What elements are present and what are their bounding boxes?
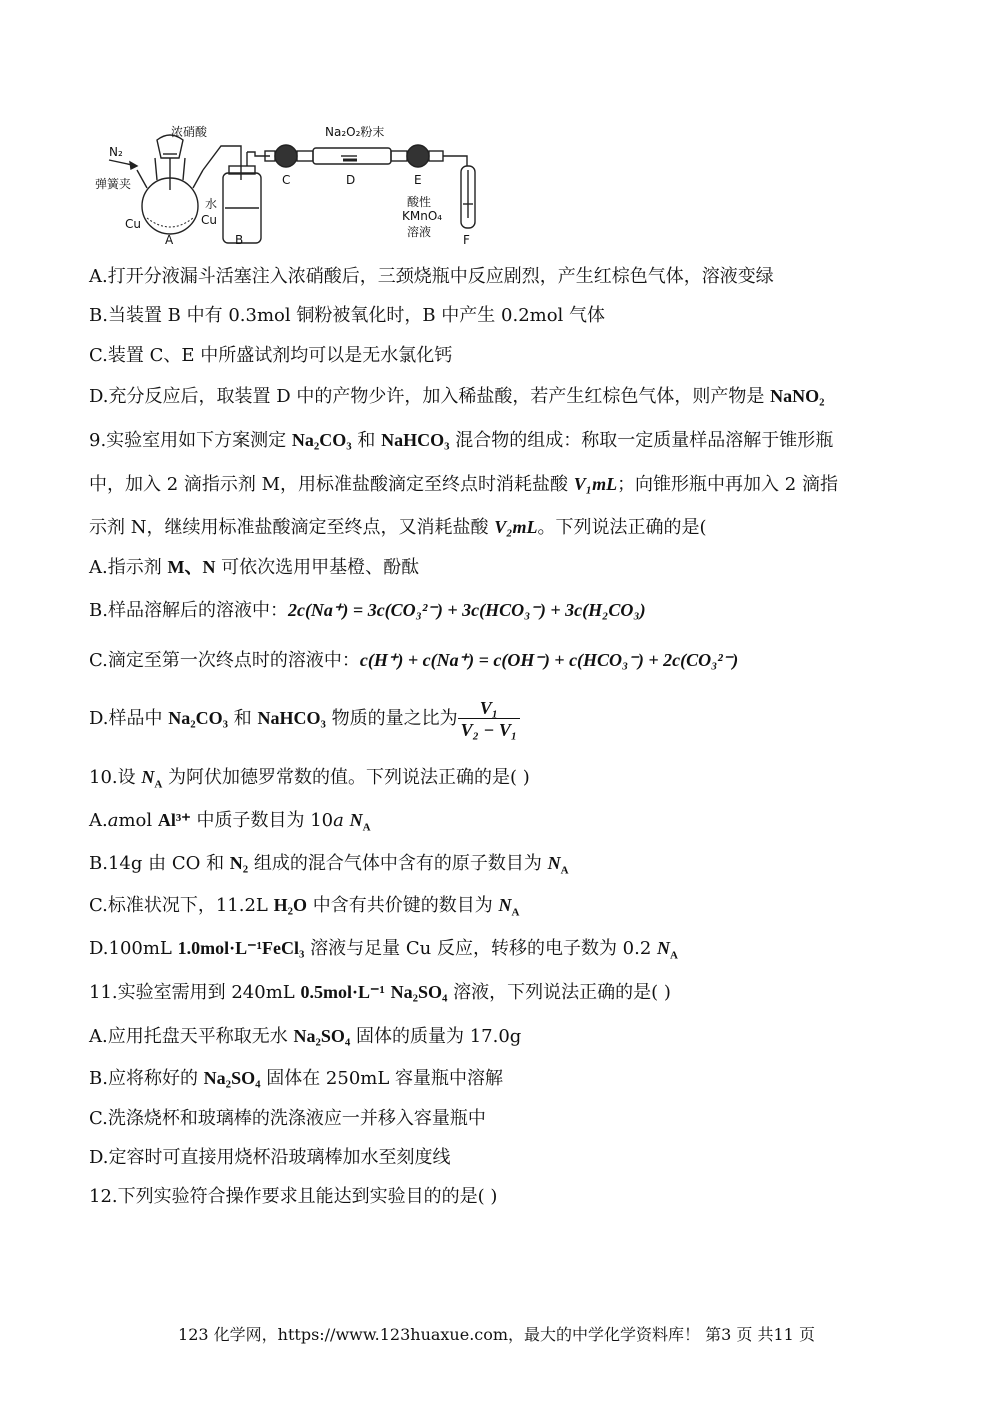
formula-na2so4: Na₂SO₄ [203,1068,261,1088]
q11-text: 固体的质量为 17.0g [350,1026,522,1047]
q9-text: 物质的量之比为 [325,708,458,729]
q11-option-a [89,1024,521,1049]
volume-v1: V₁mL [573,474,618,494]
equation-c: c(H⁺) + c(Na⁺) = c(OH⁻) + c(HCO₃⁻) + 2c(CO₃²⁻) [359,650,739,670]
page-footer: 123 化学网，https://www.123huaxue.com，最大的中学化学资料库！ 第3 页 共11 页 [178,1325,815,1344]
formula-h2o: H₂O [273,895,308,915]
q9-text: ；向锥形瓶中再加入 2 滴指 [617,474,838,495]
avogadro-symbol: N [141,767,155,787]
label-cu-a: Cu [125,217,141,231]
q9-text: 和 [228,708,258,729]
q9-option-b [89,598,646,623]
q8-option-a: A.打开分液漏斗活塞注入浓硝酸后，三颈烧瓶中反应剧烈，产生红棕色气体，溶液变绿 [89,266,774,287]
avogadro-subscript: A [362,821,371,834]
q11-option-b [89,1066,503,1091]
q10-text: mol [118,810,158,831]
label-na2o2: Na₂O₂粉末 [325,125,385,139]
q12-stem: 12.下列实验符合操作要求且能达到实验目的的是( ) [89,1186,498,1207]
avogadro-subscript: A [511,906,520,919]
q9-text: D.样品中 [89,708,169,729]
variable-a: a [107,810,119,831]
label-solution: 溶液 [407,225,432,239]
indicators-mn: M、N [167,557,216,577]
q9-text: B.样品溶解后的溶液中： [89,600,288,621]
avogadro-symbol: N [498,895,512,915]
q9-text: 可依次选用甲基橙、酚酞 [215,557,420,578]
q11-option-d: D.定容时可直接用烧杯沿玻璃棒加水至刻度线 [89,1147,451,1168]
q10-text: B.14g 由 CO 和 [89,853,230,874]
avogadro-subscript: A [560,864,569,877]
q9-option-c [89,648,738,673]
q8-option-d [89,384,825,409]
label-c: C [282,173,291,187]
concentration: 0.5mol·L⁻¹ [300,982,385,1002]
avogadro-subscript: A [670,949,678,962]
q10-option-b [89,851,569,883]
label-water: 水 [205,197,218,211]
q11-stem [89,980,671,1005]
q10-text: A. [89,810,108,831]
formula-na2so4: Na₂SO₄ [390,982,448,1002]
q9-text: 示剂 N，继续用标准盐酸滴定至终点，又消耗盐酸 [89,517,495,538]
q10-option-c [89,893,519,925]
formula-na2co3: Na₂CO₃ [291,430,352,450]
formula-nahco3: NaHCO₃ [381,430,450,450]
q9-text: 混合物的组成：称取一定质量样品溶解于锥形瓶 [449,430,834,451]
avogadro-subscript: A [154,778,163,791]
q9-option-d [89,696,520,741]
apparatus-diagram [95,118,495,253]
formula-al3: Al³⁺ [157,810,191,830]
label-kmno4: KMnO₄ [402,209,443,223]
formula-nahco3: NaHCO₃ [257,708,326,728]
q9-text: 和 [351,430,382,451]
q10-text: 溶液与足量 Cu 反应，转移的电子数为 0.2 [304,938,658,959]
q11-text: B.应将称好的 [89,1068,204,1089]
q10-text: 中含有共价键的数目为 [307,895,499,916]
avogadro-symbol: N [547,853,561,873]
formula-n2: N₂ [229,853,249,873]
label-e: E [414,173,422,187]
q10-text: D.100mL [89,938,178,959]
fraction-denominator: V₂ − V₁ [460,719,518,740]
avogadro-symbol: N [657,938,671,958]
q9-text: 中，加入 2 滴指示剂 M，用标准盐酸滴定至终点时消耗盐酸 [89,474,574,495]
q10-text: 为阿伏加德罗常数的值。下列说法正确的是( ) [162,767,530,788]
equation-b: 2c(Na⁺) = 3c(CO₃²⁻) + 3c(HCO₃⁻) + 3c(H₂CO₃) [287,600,646,620]
variable-a: a [333,810,344,831]
q9-stem-line2 [89,472,838,497]
q9-stem-line1 [89,428,833,453]
formula-na2co3: Na₂CO₃ [168,708,229,728]
q11-text: 固体在 250mL 容量瓶中溶解 [260,1068,504,1089]
avogadro-symbol: N [349,810,363,830]
q11-option-c: C.洗涤烧杯和玻璃棒的洗涤液应一并移入容量瓶中 [89,1108,486,1129]
q10-text: 组成的混合气体中含有的原子数目为 [248,853,548,874]
q10-text: C.标准状况下，11.2L [89,895,274,916]
formula-fecl3: 1.0mol·L⁻¹FeCl₃ [177,938,305,958]
label-a: A [165,233,174,247]
q9-text: C.滴定至第一次终点时的溶液中： [89,650,360,671]
q9-text: A.指示剂 [89,557,168,578]
q10-text: 中质子数目为 10 [190,810,334,831]
q11-text: 溶液，下列说法正确的是( ) [447,982,671,1003]
q9-stem-line3 [89,515,707,540]
label-d: D [346,173,356,187]
q9-option-a [89,555,419,580]
label-f: F [463,233,470,247]
q10-option-d [89,936,678,968]
formula-na2so4: Na₂SO₄ [293,1026,351,1046]
label-b: B [235,233,244,247]
q8-option-b: B.当装置 B 中有 0.3mol 铜粉被氧化时，B 中产生 0.2mol 气体 [89,305,606,326]
q9-text: 。下列说法正确的是( [537,517,707,538]
volume-v2: V₂mL [494,517,538,537]
fraction-numerator: V₁ [458,698,520,719]
label-cu-b: Cu [201,213,217,227]
fraction [458,698,520,741]
q11-text: 11.实验室需用到 240mL [89,982,301,1003]
q10-option-a [89,808,371,840]
q11-text: A.应用托盘天平称取无水 [89,1026,294,1047]
label-acidic: 酸性 [407,195,432,209]
q8-option-c: C.装置 C、E 中所盛试剂均可以是无水氯化钙 [89,345,453,366]
label-conc-nitric-acid: 浓硝酸 [171,125,208,139]
q10-text: 10.设 [89,767,142,788]
label-spring-clip: 弹簧夹 [95,177,132,191]
label-n2: N₂ [109,145,123,159]
q10-stem [89,765,530,797]
q9-text: 9.实验室用如下方案测定 [89,430,292,451]
q8-option-d-text: D.充分反应后，取装置 D 中的产物少许，加入稀盐酸，若产生红棕色气体，则产物是 [89,386,771,407]
q8-option-d-formula: NaNO₂ [770,386,825,406]
